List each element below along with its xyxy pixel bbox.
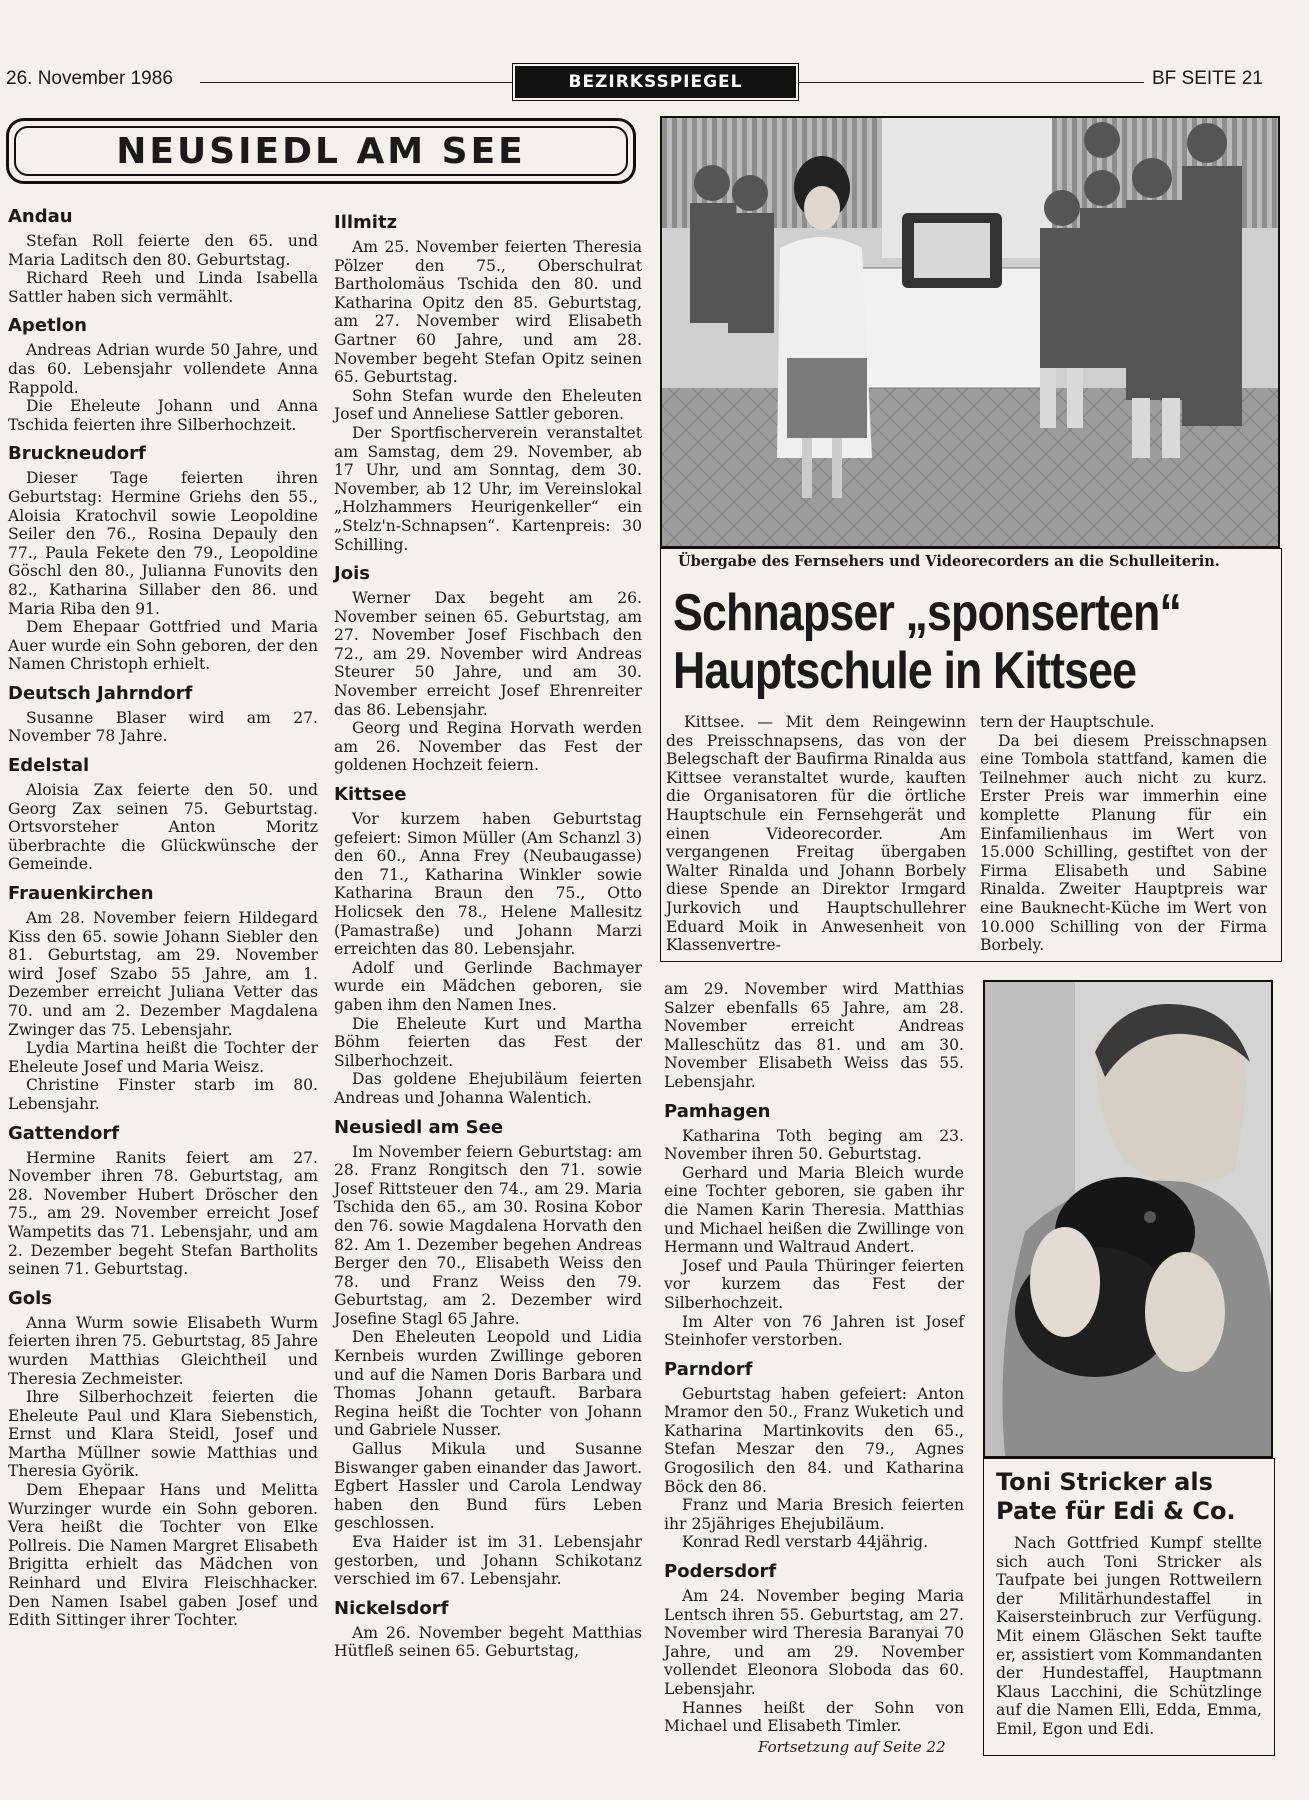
paragraph: Susanne Blaser wird am 27. November 78 Jahre. [8,708,318,746]
paragraph: Am 25. November feierten Theresia Pölzer den 75., Oberschulrat Bartholomäus Tschida den 80. und Katharina Opitz den 85. Geburtstag, am 27. November wird Elisabeth Gartner 60 Jahre, und am 28. November begeht Stefan Opitz seinen 65. Geburtstag. [334,238,642,387]
place-heading: Kittsee [334,784,407,806]
header-rule-right [798,82,1144,83]
kittsee-headline-line2: Hauptschule in Kittsee [673,642,1137,700]
place-heading: Parndorf [664,1358,753,1380]
column-1 [8,206,318,1630]
place-heading: Jois [334,563,370,585]
toni-headline: Toni Stricker als Pate für Edi & Co. [996,1468,1236,1525]
place-heading: Podersdorf [664,1561,777,1583]
paragraph: Am 26. November begeht Matthias Hütfleß seinen 65. Geburtstag, [334,1623,642,1661]
paragraph: am 29. November wird Matthias Salzer ebenfalls 65 Jahre, am 28. November erreicht Andreas Malleschütz das 81. und am 30. November Elisabeth Weiss das 55. Lebensjahr. [664,980,964,1091]
paragraph: Am 28. November feiern Hildegard Kiss den 65. sowie Johann Siebler den 81. Geburtstag, am 29. November wird Josef Szabo 55 Jahre, am 1. Dezember erreicht Juliana Vetter das 70. und am 2. Dezember Magdalena Zwinger das 75. Lebensjahr. [8,909,318,1039]
paragraph: Vor kurzem haben Geburtstag gefeiert: Simon Müller (Am Schanzl 3) den 60., Anna Frey (Neubaugasse) den 71., Katharina Winkler sowie Katharina Braun den 75., Otto Holicsek den 78., Helene Mallesitz (Pamastraße) und Johann Marzi erreichten das 80. Lebensjahr. [334,810,642,959]
paragraph: Aloisia Zax feierte den 50. und Georg Zax seinen 75. Geburtstag. Ortsvorsteher Anton Moritz überbrachte die Glückwünsche der Gemeinde. [8,781,318,874]
paragraph: Hannes heißt der Sohn von Michael und Elisabeth Timler. [664,1698,964,1736]
paragraph: Franz und Maria Bresich feierten ihr 25jähriges Ehejubiläum. [664,1496,964,1533]
paragraph: Gerhard und Maria Bleich wurde eine Tochter geboren, sie gaben ihr die Namen Karin Theresia. Matthias und Michael heißen die Zwillinge von Hermann und Waltraud Andert. [664,1163,964,1257]
paragraph: Am 24. November beging Maria Lentsch ihren 55. Geburtstag, am 27. November wird Theresia Baranyai 70 Jahre, und am 29. November vollendet Eleonora Sloboda das 60. Lebensjahr. [664,1587,964,1698]
place-heading: Apetlon [8,315,87,337]
paragraph: Werner Dax begeht am 26. November seinen 65. Geburtstag, am 27. November Josef Fischbach den 72., am 29. November wird Andreas Steurer 50 Jahre, und am 30. November erreicht Josef Ehrenreiter das 86. Lebensjahr. [334,589,642,719]
paragraph: Im November feiern Geburtstag: am 28. Franz Rongitsch den 71. sowie Josef Rittsteuer den 74., am 29. Maria Tschida den 65., am 30. Rosina Kobor den 76. sowie Magdalena Horvath den 82. Am 1. Dezember begehen Andreas Berger den 70., Elisabeth Weiss den 78. und Franz Weiss den 79. Geburtstag, am 2. Dezember wird Josefine Stagl 65 Jahre. [334,1142,642,1328]
paragraph: Dem Ehepaar Hans und Melitta Wurzinger wurde ein Sohn geboren. Vera heißt die Tochter von Elke Pollreis. Die Namen Margret Elisabeth Brigitta erhielt das Mädchen von Reinhard und Elvira Fleischhacker. Den Namen Isabel gaben Josef und Edith Sittinger ihrer Tochter. [8,1481,318,1630]
paragraph: Dem Ehepaar Gottfried und Maria Auer wurde ein Sohn geboren, der den Namen Christoph erhielt. [8,618,318,674]
kittsee-article-col-a [666,713,966,955]
photo-school-caption: Übergabe des Fernsehers und Videorecorders an die Schulleiterin. [678,553,1220,570]
place-heading: Andau [8,206,73,227]
paragraph: Katharina Toth beging am 23. November ihren 50. Geburtstag. [664,1126,964,1164]
continued-note: Fortsetzung auf Seite 22 [758,1738,946,1756]
paragraph: Andreas Adrian wurde 50 Jahre, und das 60. Lebensjahr vollendete Anna Rappold. [8,341,318,397]
paragraph: Georg und Regina Horvath werden am 26. November das Fest der goldenen Hochzeit feiern. [334,719,642,775]
paragraph: Im Alter von 76 Jahren ist Josef Steinhofer verstorben. [664,1312,964,1350]
toni-article [996,1468,1262,1739]
issue-date: 26. November 1986 [6,68,173,89]
region-title-box [6,118,636,184]
toni-article-text: Nach Gottfried Kumpf stellte sich auch Toni Stricker als Taufpate bei jungen Rottweilern der Militärhundestaffel in Kaisersteinbruch zur Verfügung. Mit einem Gläschen Sekt taufte er, assistiert vom Kommandanten der Hundestaffel, Hauptmann Klaus Lacchini, die Schützlinge auf die Namen Elli, Edda, Emma, Emil, Egon und Edi. [996,1534,1262,1738]
kittsee-headline-line1: Schnapser „sponserten“ [673,584,1181,642]
paragraph: Der Sportfischerverein veranstaltet am Samstag, dem 29. November, ab 17 Uhr, und am Sonntag, dem 30. November, ab 12 Uhr, im Vereinslokal „Holzhammers Heurigenkeller“ ein „Stelz'n-Schnapsen“. Kartenpreis: 30 Schilling. [334,423,642,554]
paragraph: Lydia Martina heißt die Tochter der Eheleute Josef und Maria Weisz. [8,1039,318,1076]
column-2 [334,212,642,1661]
paragraph: Die Eheleute Johann und Anna Tschida feierten ihre Silberhochzeit. [8,397,318,434]
section-banner: BEZIRKSSPIEGEL [515,66,796,98]
place-heading: Nickelsdorf [334,1597,449,1619]
paragraph: Adolf und Gerlinde Bachmayer wurde ein Mädchen geboren, sie gaben ihm den Namen Ines. [334,958,642,1014]
paragraph: Dieser Tage feierten ihren Geburtstag: Hermine Griehs den 55., Aloisia Kratochvil sowie Leopoldine Seiler den 76., Rosina Depauly den 77., Paula Fekete den 79., Leopoldine Göschl den 80., Julianna Funovits den 82., Katharina Sillaber den 86. und Maria Riba den 91. [8,469,318,618]
place-heading: Deutsch Jahrndorf [8,682,193,704]
kittsee-article-text-b2: Da bei diesem Preisschnapsen eine Tombola stattfand, kamen die Teilnehmer auch nicht zu kurz. Erster Preis war immerhin eine komplette Planung für ein Einfamilienhaus im Wert von 15.000 Schilling, gestiftet von der Firma Elisabeth und Sabine Rinalda. Zweiter Hauptpreis war eine Bauknecht-Küche im Wert von 10.000 Schilling von der Firma Borbely. [980,731,1267,955]
kittsee-article-text-b: tern der Hauptschule. [980,713,1155,731]
region-title: NEUSIEDL AM SEE [14,126,628,176]
place-heading: Gattendorf [8,1122,120,1144]
paragraph: Josef und Paula Thüringer feierten vor kurzem das Fest der Silberhochzeit. [664,1256,964,1312]
place-heading: Frauenkirchen [8,883,154,905]
paragraph: Hermine Ranits feiert am 27. November ihren 78. Geburtstag, am 28. November Hubert Dröscher den 75., am 29. November erreicht Josef Wampetits das 71. Lebensjahr, und am 2. Dezember begeht Stefan Bartholits seinen 71. Geburtstag. [8,1148,318,1279]
photo-school-handover [660,116,1280,548]
kittsee-article-text-a: Kittsee. — Mit dem Reingewinn des Preisschnapsens, das von der Belegschaft der Baufirma Rinalda aus Kittsee veranstaltet wurde, kauften die Organisatoren für die örtliche Hauptschule ein Fernsehgerät und einen Videorecorder. Am vergangenen Freitag übergaben Walter Rinalda und Johann Borbely diese Spende an Direktor Irmgard Jurkovich und Hauptschullehrer Eduard Moik in Anwesenheit von Klassenvertre- [666,713,966,955]
place-heading: Edelstal [8,755,90,777]
paragraph: Den Eheleuten Leopold und Lidia Kernbeis wurden Zwillinge geboren und auf die Namen Doris Barbara und Thomas Johann getauft. Barbara Regina heißt die Tochter von Johann und Gabriele Nusser. [334,1328,642,1440]
paragraph: Christine Finster starb im 80. Lebensjahr. [8,1076,318,1113]
column-3 [664,980,964,1736]
paragraph: Das goldene Ehejubiläum feierten Andreas und Johanna Walentich. [334,1070,642,1107]
paragraph: Die Eheleute Kurt und Martha Böhm feierten das Fest der Silberhochzeit. [334,1014,642,1070]
place-heading: Bruckneudorf [8,443,146,465]
paragraph: Stefan Roll feierte den 65. und Maria Laditsch den 80. Geburtstag. [8,232,318,269]
paragraph: Eva Haider ist im 31. Lebensjahr gestorben, und Johann Schikotanz verschied im 67. Lebensjahr. [334,1533,642,1589]
photo-toni-stricker-puppy-image [985,982,1271,1456]
place-heading: Pamhagen [664,1100,771,1122]
paragraph: Geburtstag haben gefeiert: Anton Mramor den 50., Franz Wuketich und Katharina Martinkovits den 65., Stefan Meszar den 79., Agnes Grogosilich den 84. und Katharina Böck den 86. [664,1384,964,1496]
place-heading: Illmitz [334,212,398,233]
kittsee-article-col-b [980,713,1267,955]
photo-school-handover-image [662,118,1278,546]
place-heading: Gols [8,1287,53,1309]
page-number: BF SEITE 21 [1152,68,1263,89]
paragraph: Ihre Silberhochzeit feierten die Eheleute Paul und Klara Siebenstich, Ernst und Klara Steidl, Josef und Martha Müllner sowie Matthias und Theresia Györik. [8,1388,318,1481]
paragraph: Anna Wurm sowie Elisabeth Wurm feierten ihren 75. Geburtstag, 85 Jahre wurden Matthias Gleichtheil und Theresia Zechmeister. [8,1313,318,1388]
place-heading: Neusiedl am See [334,1116,504,1138]
paragraph: Konrad Redl verstarb 44jährig. [682,1533,929,1552]
paragraph: Richard Reeh und Linda Isabella Sattler haben sich vermählt. [8,269,318,306]
header-rule-left [200,82,513,83]
photo-toni-stricker-puppy [983,980,1273,1458]
paragraph: Gallus Mikula und Susanne Biswanger gaben einander das Jawort. Egbert Hassler und Carola Lendway haben den Bund fürs Leben geschlossen. [334,1440,642,1533]
paragraph: Sohn Stefan wurde den Eheleuten Josef und Anneliese Sattler geboren. [334,386,642,424]
